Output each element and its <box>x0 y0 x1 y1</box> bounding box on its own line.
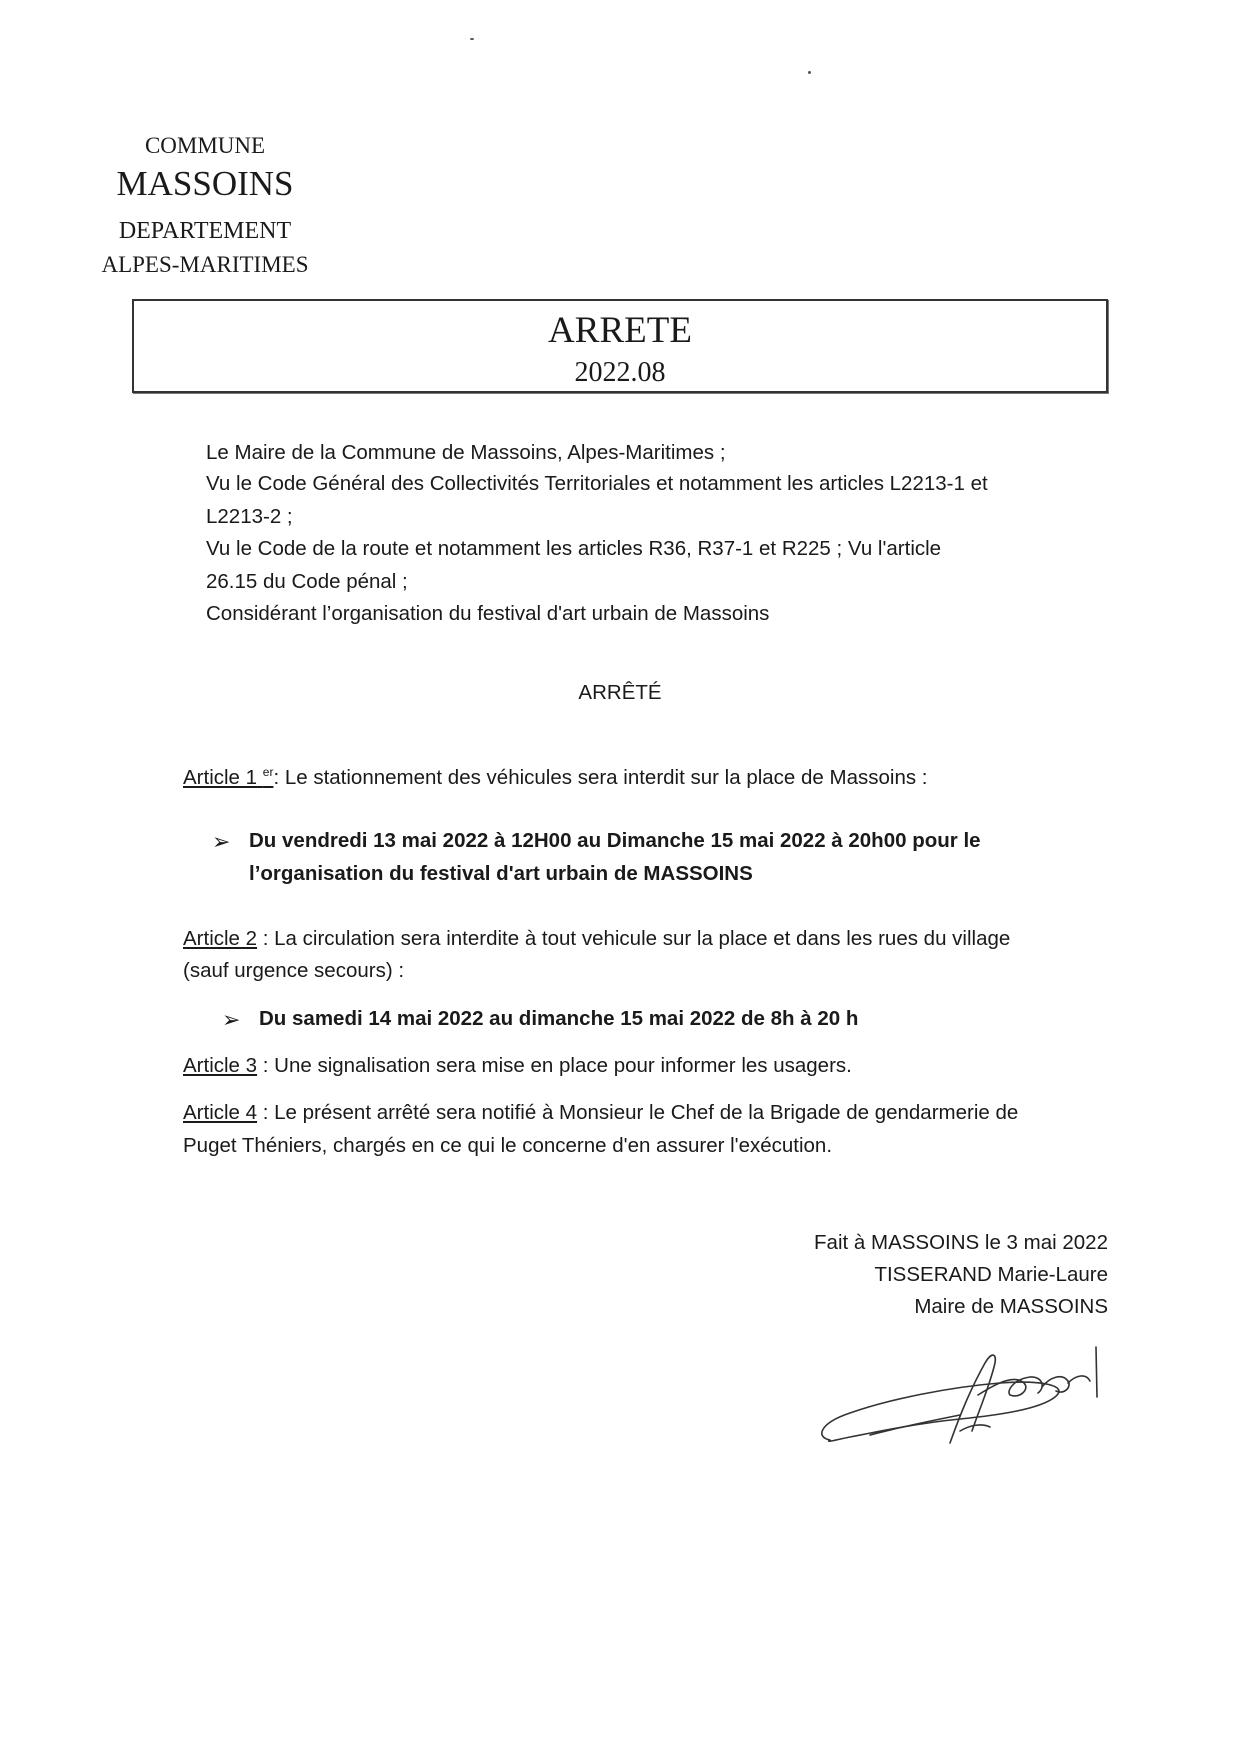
document-title: ARRETE <box>548 310 692 351</box>
commune-label: COMMUNE <box>144 133 266 158</box>
article-3-text: : Une signalisation sera mise en place pour informer les usagers. <box>257 1054 852 1077</box>
article-3 <box>183 1054 852 1078</box>
article-4-label: Article 4 <box>183 1101 258 1124</box>
place-date: Fait à MASSOINS le 3 mai 2022 <box>814 1231 1108 1254</box>
handwritten-signature <box>810 1335 1110 1455</box>
decree-number: 2022.08 <box>574 357 666 388</box>
commune-name: MASSOINS <box>116 164 294 203</box>
preamble-line: Vu le Code de la route et notamment les articles R36, R37-1 et R225 ; Vu l'article <box>206 537 942 560</box>
article-2-label: Article 2 <box>183 927 258 950</box>
signatory-name: TISSERAND Marie-Laure <box>874 1263 1108 1286</box>
article-4-continuation: Puget Théniers, chargés en ce qui le concerne d'en assurer l'exécution. <box>183 1134 833 1157</box>
scan-speck <box>470 38 474 40</box>
preamble-line: Considérant l’organisation du festival d'art urbain de Massoins <box>206 602 770 625</box>
arrow-bullet-icon: ➢ <box>212 829 231 854</box>
article-1-bullet-line: Du vendredi 13 mai 2022 à 12H00 au Dimanche 15 mai 2022 à 20h00 pour le <box>249 829 981 852</box>
scan-speck <box>808 71 811 74</box>
preamble-line: Vu le Code Général des Collectivités Territoriales et notamment les articles L2213-1 et <box>206 472 988 495</box>
article-1 <box>183 765 928 790</box>
article-1-bullet-line: l’organisation du festival d'art urbain de MASSOINS <box>249 862 753 885</box>
article-1-label: Article 1 $^{er}$ <box>183 765 274 789</box>
arrow-bullet-icon: ➢ <box>222 1007 241 1032</box>
article-1-text: : Le stationnement des véhicules sera interdit sur la place de Massoins : <box>273 765 928 789</box>
article-4-text: : Le présent arrêté sera notifié à Monsieur le Chef de la Brigade de gendarmerie de <box>257 1101 1019 1124</box>
article-4 <box>183 1101 1018 1125</box>
decree-heading: ARRÊTÉ <box>578 681 662 704</box>
preamble-line: Le Maire de la Commune de Massoins, Alpes-Maritimes ; <box>206 441 726 464</box>
signatory-role: Maire de MASSOINS <box>914 1295 1108 1318</box>
article-3-label: Article 3 <box>183 1054 258 1077</box>
article-2-continuation: (sauf urgence secours) : <box>183 959 405 982</box>
department-name: ALPES-MARITIMES <box>101 252 309 277</box>
article-2-text: : La circulation sera interdite à tout vehicule sur la place et dans les rues du village <box>257 927 1011 950</box>
preamble-line: 26.15 du Code pénal ; <box>206 570 408 593</box>
article-2 <box>183 927 1010 951</box>
article-2-bullet-line: Du samedi 14 mai 2022 au dimanche 15 mai 2022 de 8h à 20 h <box>259 1007 859 1030</box>
department-label: DEPARTEMENT <box>118 218 292 244</box>
title-box <box>132 299 1108 393</box>
preamble-line: L2213-2 ; <box>206 505 293 528</box>
